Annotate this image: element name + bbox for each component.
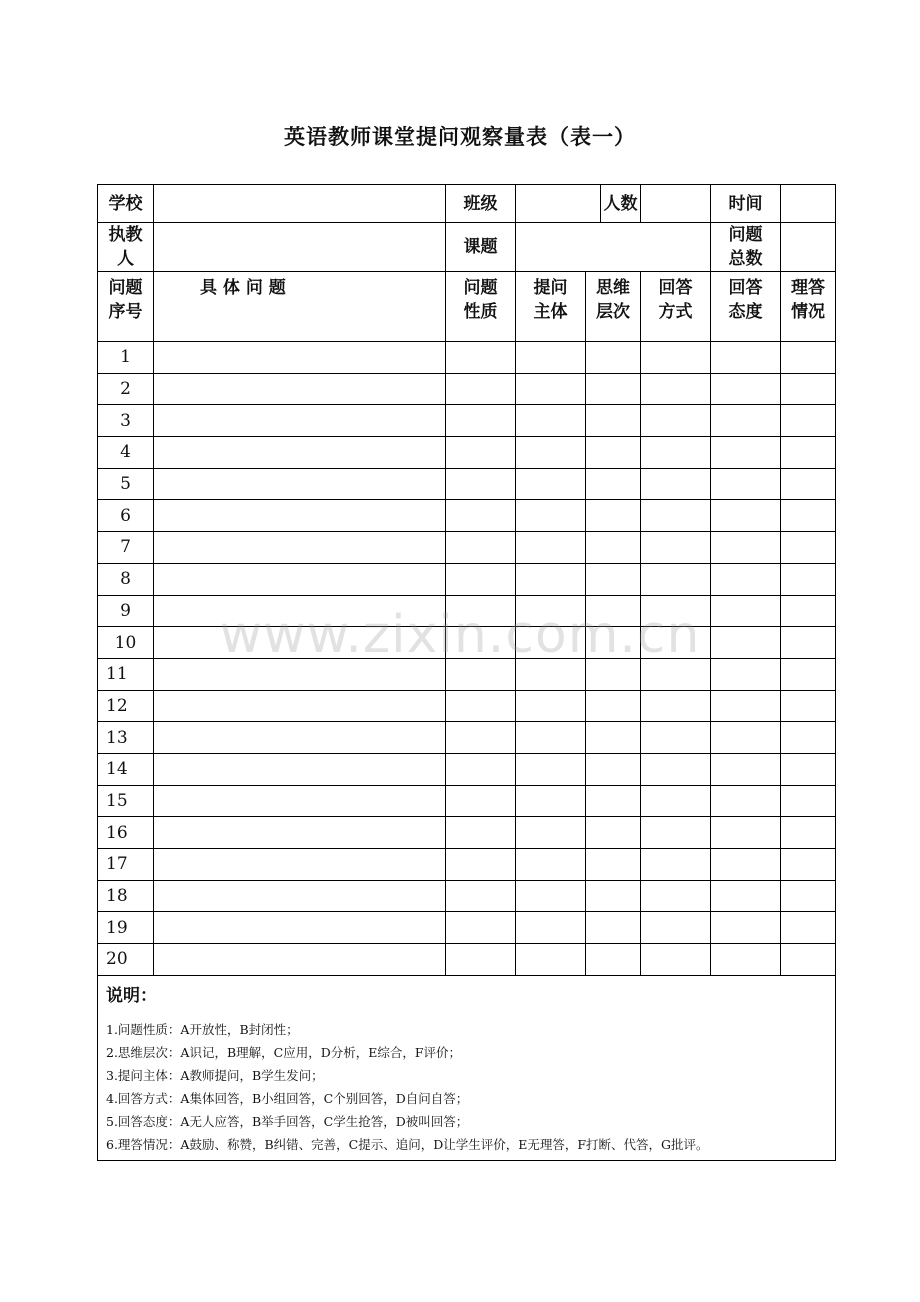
subject-cell[interactable] — [516, 595, 586, 627]
question-cell[interactable] — [154, 785, 446, 817]
handling-cell[interactable] — [781, 563, 836, 595]
level-cell[interactable] — [586, 532, 641, 564]
table-row — [98, 817, 836, 849]
subject-cell[interactable] — [516, 785, 586, 817]
handling-cell[interactable] — [781, 658, 836, 690]
method-cell[interactable] — [641, 595, 711, 627]
attitude-cell[interactable] — [711, 658, 781, 690]
total-label-line1: 问题 — [728, 225, 763, 245]
level-cell[interactable] — [586, 785, 641, 817]
attitude-cell[interactable] — [711, 912, 781, 944]
col-subject-line2: 主体 — [533, 302, 568, 322]
subject-cell[interactable] — [516, 373, 586, 405]
question-rows — [98, 342, 836, 976]
row-number: 5 — [98, 468, 154, 500]
nature-cell[interactable] — [446, 722, 516, 754]
question-cell[interactable] — [154, 817, 446, 849]
nature-cell[interactable] — [446, 595, 516, 627]
handling-cell[interactable] — [781, 532, 836, 564]
row-number: 18 — [98, 880, 154, 912]
nature-cell[interactable] — [446, 912, 516, 944]
col-nature-line1: 问题 — [463, 278, 498, 298]
row-number: 11 — [98, 658, 154, 690]
level-cell[interactable] — [586, 342, 641, 374]
col-level-line2: 层次 — [596, 302, 630, 322]
table-row — [98, 468, 836, 500]
table-row — [98, 532, 836, 564]
question-cell[interactable] — [154, 468, 446, 500]
attitude-cell[interactable] — [711, 405, 781, 437]
level-cell[interactable] — [586, 437, 641, 469]
subject-cell[interactable] — [516, 658, 586, 690]
nature-cell[interactable] — [446, 944, 516, 976]
table-row — [98, 342, 836, 374]
count-value[interactable] — [641, 185, 711, 223]
attitude-cell[interactable] — [711, 342, 781, 374]
table-row — [98, 437, 836, 469]
handling-cell[interactable] — [781, 373, 836, 405]
col-method-line1: 回答 — [658, 278, 693, 298]
table-row — [98, 849, 836, 881]
topic-value[interactable] — [516, 223, 711, 272]
handling-cell[interactable] — [781, 944, 836, 976]
row-number: 13 — [98, 722, 154, 754]
row-number: 1 — [98, 342, 154, 374]
class-label: 班级 — [446, 185, 516, 223]
nature-cell[interactable] — [446, 849, 516, 881]
method-cell[interactable] — [641, 468, 711, 500]
attitude-cell[interactable] — [711, 563, 781, 595]
nature-cell[interactable] — [446, 627, 516, 659]
subject-cell[interactable] — [516, 437, 586, 469]
attitude-cell[interactable] — [711, 437, 781, 469]
subject-cell[interactable] — [516, 690, 586, 722]
nature-cell[interactable] — [446, 468, 516, 500]
handling-cell[interactable] — [781, 849, 836, 881]
subject-cell[interactable] — [516, 468, 586, 500]
question-cell[interactable] — [154, 753, 446, 785]
count-label: 人数 — [603, 193, 638, 214]
subject-cell[interactable] — [516, 817, 586, 849]
row-number: 6 — [98, 500, 154, 532]
method-cell[interactable] — [641, 880, 711, 912]
level-cell[interactable] — [586, 944, 641, 976]
column-header-row — [98, 272, 836, 342]
handling-cell[interactable] — [781, 595, 836, 627]
attitude-cell[interactable] — [711, 595, 781, 627]
col-question: 具 体 问 题 — [154, 272, 446, 342]
nature-cell[interactable] — [446, 373, 516, 405]
row-number: 2 — [98, 373, 154, 405]
row-number: 14 — [98, 753, 154, 785]
level-cell[interactable] — [586, 753, 641, 785]
question-cell[interactable] — [154, 658, 446, 690]
question-cell[interactable] — [154, 405, 446, 437]
col-attitude-line1: 回答 — [728, 278, 763, 298]
observation-table — [97, 184, 836, 1161]
nature-cell[interactable] — [446, 563, 516, 595]
handling-cell[interactable] — [781, 342, 836, 374]
row-number: 3 — [98, 405, 154, 437]
col-attitude-line2: 态度 — [728, 302, 763, 322]
table-row — [98, 880, 836, 912]
level-cell[interactable] — [586, 658, 641, 690]
attitude-cell[interactable] — [711, 944, 781, 976]
table-row — [98, 658, 836, 690]
col-level-line1: 思维 — [596, 278, 630, 298]
handling-cell[interactable] — [781, 500, 836, 532]
level-cell[interactable] — [586, 627, 641, 659]
table-row — [98, 500, 836, 532]
level-cell[interactable] — [586, 595, 641, 627]
method-cell[interactable] — [641, 690, 711, 722]
subject-cell[interactable] — [516, 849, 586, 881]
method-cell[interactable] — [641, 658, 711, 690]
watermark: www.zixin.com.cn — [219, 605, 701, 665]
row-number: 15 — [98, 785, 154, 817]
question-cell[interactable] — [154, 563, 446, 595]
level-cell[interactable] — [586, 468, 641, 500]
table-row — [98, 753, 836, 785]
subject-cell[interactable] — [516, 944, 586, 976]
subject-cell[interactable] — [516, 500, 586, 532]
method-cell[interactable] — [641, 944, 711, 976]
row-number: 12 — [98, 690, 154, 722]
attitude-cell[interactable] — [711, 690, 781, 722]
note-item: 4.回答方式：A集体回答，B小组回答，C个别回答，D自问自答； — [106, 1090, 469, 1106]
row-number: 16 — [98, 817, 154, 849]
method-cell[interactable] — [641, 532, 711, 564]
table-row — [98, 722, 836, 754]
attitude-cell[interactable] — [711, 849, 781, 881]
question-cell[interactable] — [154, 532, 446, 564]
table-row — [98, 912, 836, 944]
subject-cell[interactable] — [516, 627, 586, 659]
method-cell[interactable] — [641, 342, 711, 374]
table-row — [98, 405, 836, 437]
nature-cell[interactable] — [446, 817, 516, 849]
teacher-label — [98, 223, 154, 272]
attitude-cell[interactable] — [711, 532, 781, 564]
info-row-1 — [98, 185, 836, 223]
teacher-label-line2: 人 — [117, 249, 134, 269]
question-cell[interactable] — [154, 849, 446, 881]
nature-cell[interactable] — [446, 437, 516, 469]
level-cell[interactable] — [586, 722, 641, 754]
nature-cell[interactable] — [446, 405, 516, 437]
nature-cell[interactable] — [446, 658, 516, 690]
school-label: 学校 — [98, 185, 154, 223]
notes-row — [98, 975, 836, 1160]
topic-label: 课题 — [446, 223, 516, 272]
level-cell[interactable] — [586, 690, 641, 722]
subject-cell[interactable] — [516, 880, 586, 912]
subject-cell[interactable] — [516, 912, 586, 944]
handling-cell[interactable] — [781, 405, 836, 437]
handling-cell[interactable] — [781, 753, 836, 785]
question-cell[interactable] — [154, 912, 446, 944]
col-level — [586, 272, 641, 342]
handling-cell[interactable] — [781, 785, 836, 817]
row-number: 7 — [98, 532, 154, 564]
notes-title: 说明： — [106, 985, 157, 1006]
method-cell[interactable] — [641, 785, 711, 817]
level-cell[interactable] — [586, 817, 641, 849]
row-number: 8 — [98, 563, 154, 595]
attitude-cell[interactable] — [711, 722, 781, 754]
attitude-cell[interactable] — [711, 880, 781, 912]
method-cell[interactable] — [641, 722, 711, 754]
time-label: 时间 — [711, 185, 781, 223]
nature-cell[interactable] — [446, 880, 516, 912]
level-cell[interactable] — [586, 373, 641, 405]
attitude-cell[interactable] — [711, 817, 781, 849]
attitude-cell[interactable] — [711, 753, 781, 785]
question-cell[interactable] — [154, 627, 446, 659]
attitude-cell[interactable] — [711, 373, 781, 405]
handling-cell[interactable] — [781, 880, 836, 912]
table-row — [98, 785, 836, 817]
level-cell[interactable] — [586, 500, 641, 532]
col-attitude — [711, 272, 781, 342]
col-subject — [516, 272, 586, 342]
subject-cell[interactable] — [516, 405, 586, 437]
row-number: 4 — [98, 437, 154, 469]
subject-cell[interactable] — [516, 563, 586, 595]
level-cell[interactable] — [586, 880, 641, 912]
col-method — [641, 272, 711, 342]
table-row — [98, 563, 836, 595]
subject-cell[interactable] — [516, 532, 586, 564]
method-cell[interactable] — [641, 912, 711, 944]
question-cell[interactable] — [154, 690, 446, 722]
handling-cell[interactable] — [781, 912, 836, 944]
col-handling-line1: 理答 — [791, 278, 825, 298]
teacher-label-line1: 执教 — [108, 225, 143, 245]
total-label-line2: 总数 — [728, 249, 763, 269]
row-number: 10 — [98, 627, 154, 659]
subject-cell[interactable] — [516, 342, 586, 374]
nature-cell[interactable] — [446, 500, 516, 532]
attitude-cell[interactable] — [711, 500, 781, 532]
table-row — [98, 373, 836, 405]
time-value[interactable] — [781, 185, 836, 223]
subject-cell[interactable] — [516, 722, 586, 754]
handling-cell[interactable] — [781, 627, 836, 659]
col-nature-line2: 性质 — [463, 302, 498, 322]
question-cell[interactable] — [154, 595, 446, 627]
note-item: 5.回答态度：A无人应答，B举手回答，C学生抢答，D被叫回答； — [106, 1113, 469, 1129]
method-cell[interactable] — [641, 849, 711, 881]
col-seq-line1: 问题 — [108, 278, 143, 298]
question-cell[interactable] — [154, 342, 446, 374]
total-label — [711, 223, 781, 272]
total-value[interactable] — [781, 223, 836, 272]
row-number: 20 — [98, 944, 154, 976]
method-cell[interactable] — [641, 500, 711, 532]
note-item: 6.理答情况：A鼓励、称赞，B纠错、完善，C提示、追问，D让学生评价，E无理答，F打断、代答，G批评。 — [106, 1136, 709, 1152]
handling-cell[interactable] — [781, 468, 836, 500]
col-handling — [781, 272, 836, 342]
attitude-cell[interactable] — [711, 627, 781, 659]
col-method-line2: 方式 — [658, 302, 693, 322]
table-row — [98, 690, 836, 722]
col-subject-line1: 提问 — [533, 278, 568, 298]
nature-cell[interactable] — [446, 753, 516, 785]
level-cell[interactable] — [586, 405, 641, 437]
teacher-value[interactable] — [154, 223, 446, 272]
question-cell[interactable] — [154, 880, 446, 912]
level-cell[interactable] — [586, 912, 641, 944]
nature-cell[interactable] — [446, 785, 516, 817]
question-cell[interactable] — [154, 944, 446, 976]
level-cell[interactable] — [586, 849, 641, 881]
handling-cell[interactable] — [781, 690, 836, 722]
note-item: 1.问题性质：A开放性，B封闭性； — [106, 1021, 299, 1037]
method-cell[interactable] — [641, 627, 711, 659]
col-seq-line2: 序号 — [108, 302, 143, 322]
method-cell[interactable] — [641, 437, 711, 469]
nature-cell[interactable] — [446, 342, 516, 374]
question-cell[interactable] — [154, 437, 446, 469]
school-value[interactable] — [154, 185, 446, 223]
method-cell[interactable] — [641, 563, 711, 595]
row-number: 9 — [98, 595, 154, 627]
notes-cell — [98, 975, 836, 1160]
attitude-cell[interactable] — [711, 785, 781, 817]
nature-cell[interactable] — [446, 690, 516, 722]
table-row — [98, 627, 836, 659]
col-seq — [98, 272, 154, 342]
question-cell[interactable] — [154, 722, 446, 754]
level-cell[interactable] — [586, 563, 641, 595]
class-value[interactable] — [516, 185, 601, 222]
class-value-count-cell — [516, 185, 641, 223]
method-cell[interactable] — [641, 817, 711, 849]
note-item: 3.提问主体：A教师提问，B学生发问； — [106, 1067, 324, 1083]
method-cell[interactable] — [641, 405, 711, 437]
handling-cell[interactable] — [781, 437, 836, 469]
handling-cell[interactable] — [781, 722, 836, 754]
question-cell[interactable] — [154, 373, 446, 405]
row-number: 19 — [98, 912, 154, 944]
method-cell[interactable] — [641, 753, 711, 785]
col-nature — [446, 272, 516, 342]
note-item: 2.思维层次：A识记，B理解，C应用，D分析，E综合，F评价； — [106, 1044, 462, 1060]
info-row-2 — [98, 223, 836, 272]
question-cell[interactable] — [154, 500, 446, 532]
attitude-cell[interactable] — [711, 468, 781, 500]
subject-cell[interactable] — [516, 753, 586, 785]
table-row — [98, 595, 836, 627]
page-title: 英语教师课堂提问观察量表（表一） — [284, 124, 636, 149]
row-number: 17 — [98, 849, 154, 881]
nature-cell[interactable] — [446, 532, 516, 564]
handling-cell[interactable] — [781, 817, 836, 849]
col-handling-line2: 情况 — [791, 302, 825, 322]
table-row — [98, 944, 836, 976]
method-cell[interactable] — [641, 373, 711, 405]
